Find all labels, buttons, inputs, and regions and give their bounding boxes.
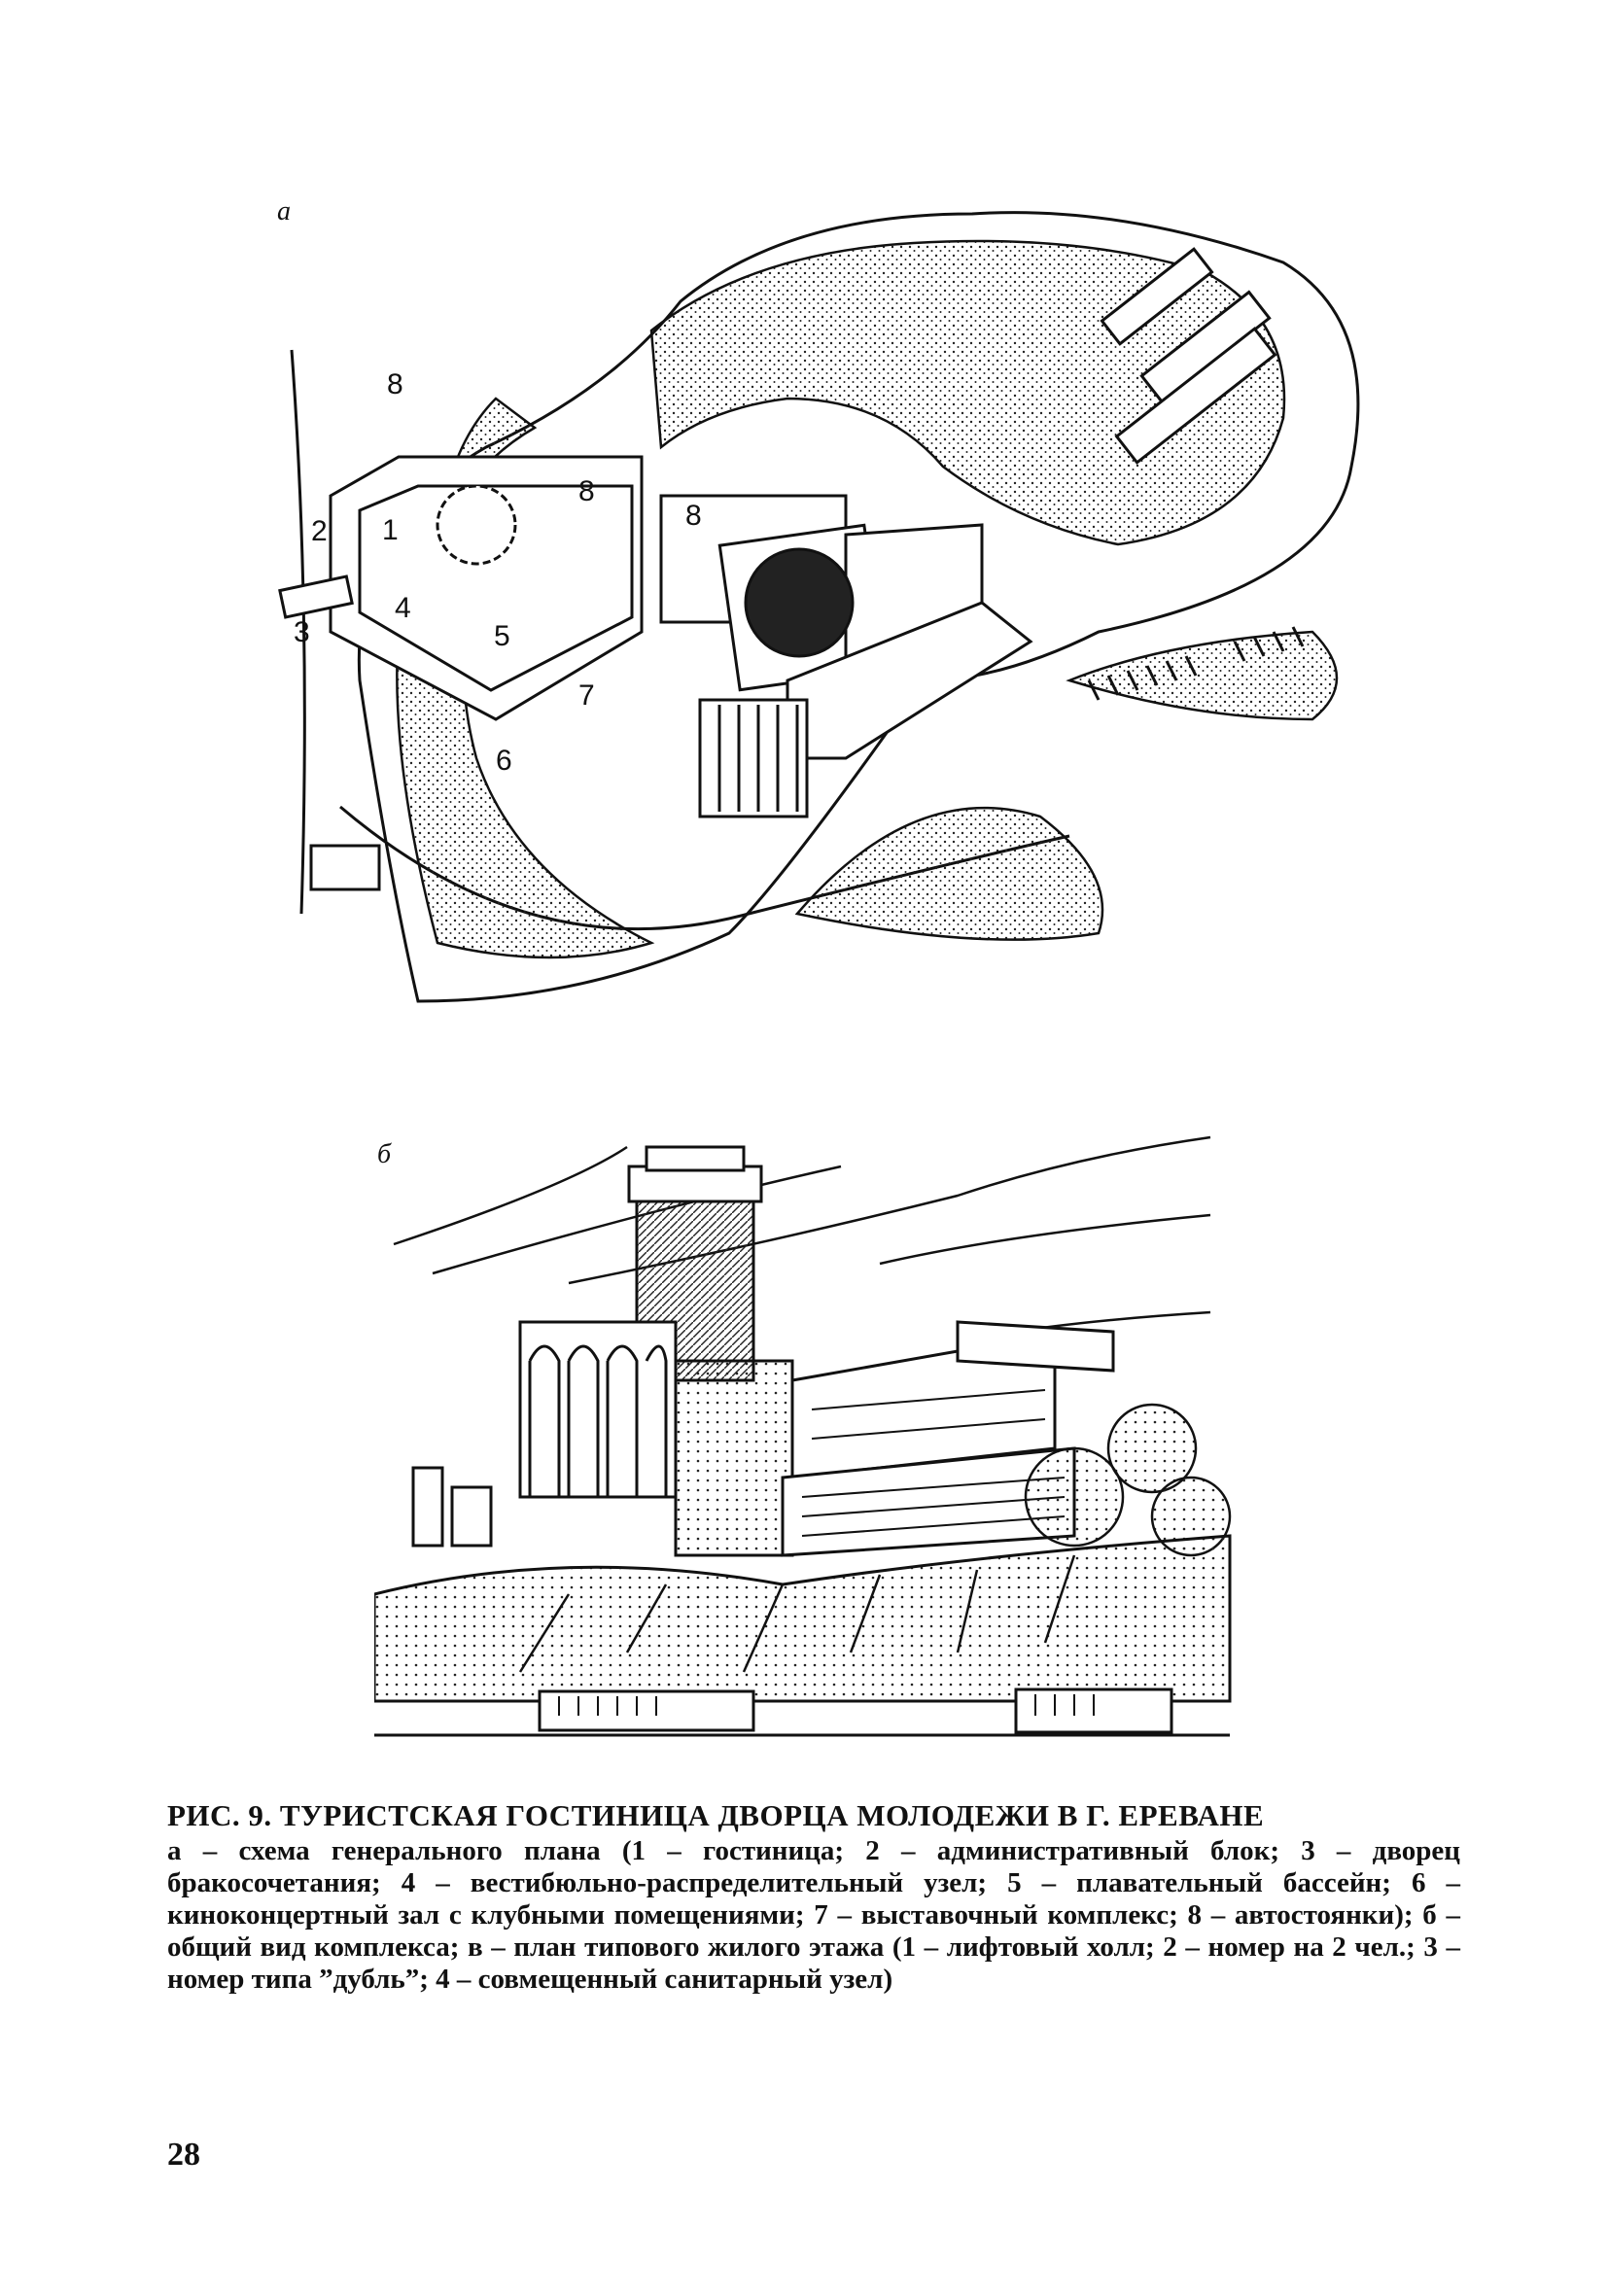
plan-number-1: 1: [382, 514, 399, 546]
plan-number-7: 7: [578, 679, 595, 712]
plan-number-4: 4: [395, 592, 411, 624]
plan-number-2: 2: [311, 515, 328, 547]
perspective-drawing: [374, 1128, 1240, 1750]
plan-number-5: 5: [494, 620, 510, 652]
plan-number-8b: 8: [578, 475, 595, 507]
plan-number-6: 6: [496, 745, 512, 777]
site-plan-figure: [243, 175, 1390, 1030]
figure-a-label: а: [277, 196, 291, 226]
caption-body: а – схема генерального плана (1 – гостиница; 2 – административный блок; 3 – дворец бракосочетания; 4 – вестибюльно-распределительный узел; 5 – плавательный бассейн; 6 – киноконцертный зал с клубными помещениями; 7 – выставочный комплекс; 8 – автостоянки); б – общий вид комплекса; в – план типового жилого этажа (1 – лифтовый холл; 2 – номер на 2 чел.; 3 – номер типа ”дубль”; 4 – совмещенный санитарный узел): [167, 1835, 1460, 1995]
caption-title: РИС. 9. ТУРИСТСКАЯ ГОСТИНИЦА ДВОРЦА МОЛОДЕЖИ В Г. ЕРЕВАНЕ: [167, 1798, 1265, 1832]
figure-caption: [167, 1798, 1460, 1996]
plan-number-8a: 8: [387, 368, 403, 400]
site-plan-drawing: [243, 175, 1390, 1030]
plan-number-8c: 8: [685, 500, 702, 532]
plan-number-3: 3: [294, 616, 310, 648]
figure-b-label: б: [377, 1139, 392, 1169]
page-number: 28: [167, 2137, 200, 2173]
perspective-view-figure: [374, 1128, 1240, 1750]
